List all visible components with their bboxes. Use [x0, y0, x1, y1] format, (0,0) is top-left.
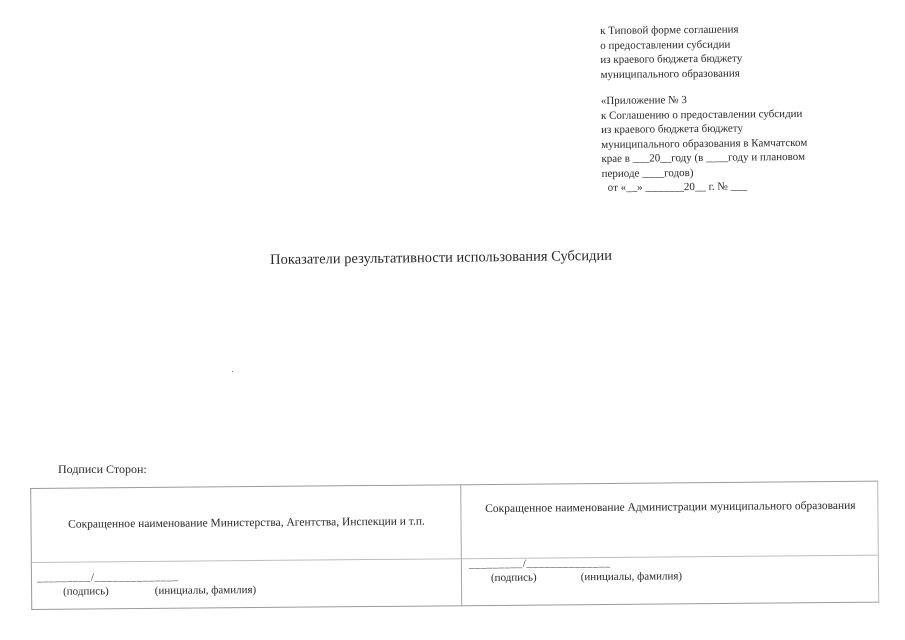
- right-signature-block: [469, 556, 682, 585]
- left-signature-caption: (подпись): [63, 585, 109, 598]
- header-line: о предоставлении субсидии: [600, 38, 731, 52]
- left-name-caption: (инициалы, фамилия): [154, 584, 257, 597]
- document-title: Показатели результативности использования Субсидии: [270, 247, 613, 268]
- header-line: к Типовой форме соглашения: [600, 23, 739, 37]
- appendix-line: периоде ____годов): [601, 166, 694, 180]
- appendix-line: к Соглашению о предоставлении субсидии: [600, 107, 803, 122]
- right-party-name: Сокращенное наименование Администрации муниципального образования: [485, 499, 856, 516]
- scan-speck: [232, 371, 233, 372]
- appendix-line: «Приложение № 3: [600, 94, 687, 107]
- appendix-line: муниципального образования в Камчатском: [601, 136, 808, 151]
- header-reference-block: [600, 22, 808, 196]
- left-signature-blanks: _________/______________: [36, 570, 179, 584]
- right-signature-caption: (подпись): [490, 571, 537, 584]
- signatures-label: Подписи Сторон:: [58, 462, 147, 476]
- right-name-caption: (инициалы, фамилия): [580, 570, 683, 584]
- left-party-name: Сокращенное наименование Министерства, Агентства, Инспекции и т.п.: [68, 515, 425, 531]
- left-signature-block: [37, 570, 256, 599]
- appendix-line: крае в ___20__году (в ____году и плановом: [601, 150, 806, 165]
- appendix-date-line: от «__» _______20__ г. № ___: [607, 180, 748, 194]
- header-line: из краевого бюджета бюджету: [600, 52, 743, 66]
- appendix-line: из краевого бюджета бюджету: [601, 122, 743, 136]
- right-signature-blanks: _________/______________: [468, 556, 611, 571]
- signatures-table: [30, 459, 879, 612]
- header-line: муниципального образования: [600, 67, 740, 81]
